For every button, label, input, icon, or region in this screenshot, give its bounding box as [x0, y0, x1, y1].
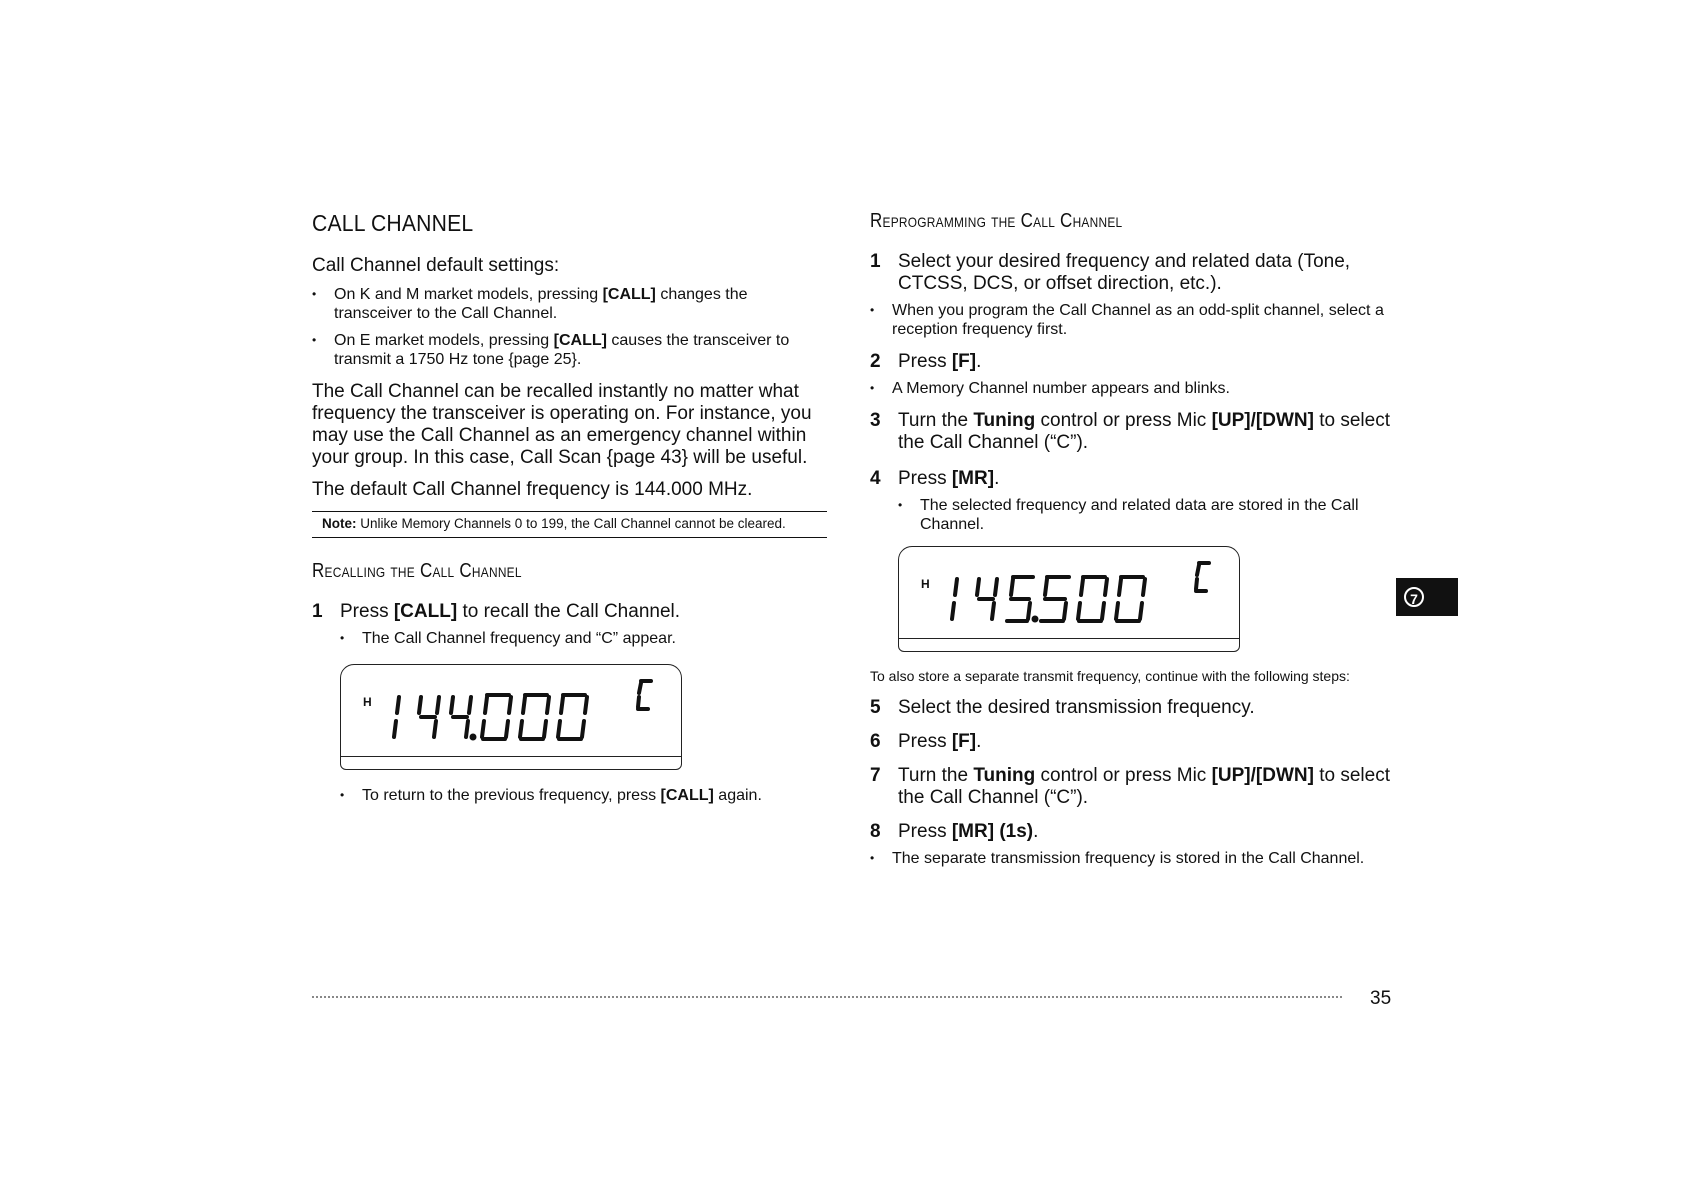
default-e: • On E market models, pressing [CALL] causes the transceiver to transmit a 1750 Hz tone {page 25}. [312, 331, 827, 369]
reprogram-step-8: 8 Press [MR] (1s). [870, 821, 1039, 842]
reprogram-step-1: 1 Select your desired frequency and related data (Tone, CTCSS, DCS, or offset direction, etc.). [870, 251, 1351, 294]
reprogram-step-2: 2 Press [F]. [870, 351, 982, 372]
reprogram-heading: Reprogramming the Call Channel [870, 210, 1123, 232]
lcd-h-indicator: H [921, 577, 930, 591]
reprogram-step-5: 5 Select the desired transmission frequency. [870, 697, 1255, 718]
reprogram-step-3: 3 Turn the Tuning control or press Mic [UP]/[DWN] to select the Call Channel (“C”). [870, 410, 1390, 453]
reprogram-step-7: 7 Turn the Tuning control or press Mic [UP]/[DWN] to select the Call Channel (“C”). [870, 765, 1390, 808]
recall-heading: Recalling the Call Channel [312, 560, 522, 582]
chapter-tab [1396, 578, 1458, 616]
right-column [870, 210, 1400, 880]
lcd-c-indicator [635, 677, 655, 713]
intro-paragraph: The Call Channel can be recalled instantly no matter what frequency the transceiver is operating on. For instance, you may use the Call Channel as an emergency channel within your group. In this case, Call Scan {page 43} will be useful. [312, 381, 812, 468]
step-1-bullet: • When you program the Call Channel as an odd-split channel, select a reception frequency first. [870, 301, 1400, 339]
lcd-frequency-145500 [949, 569, 1159, 629]
lcd-c-indicator [1193, 559, 1213, 595]
default-frequency-paragraph: The default Call Channel frequency is 144.000 MHz. [312, 479, 753, 500]
lcd-display-145 [898, 546, 1240, 652]
footer-rule [312, 996, 1342, 998]
chapter-number: 7 [1404, 587, 1424, 607]
defaults-lead: Call Channel default settings: [312, 255, 560, 276]
step-2-bullet: • A Memory Channel number appears and blinks. [870, 379, 1400, 398]
step-8-bullet: • The separate transmission frequency is stored in the Call Channel. [870, 849, 1400, 868]
lcd-display-144 [340, 664, 682, 770]
page-number: 35 [1370, 988, 1392, 1009]
recall-bullet-return: • To return to the previous frequency, press [CALL] again. [340, 786, 827, 805]
also-store-text: To also store a separate transmit frequency, continue with the following steps: [870, 668, 1350, 684]
left-column [312, 210, 827, 817]
reprogram-step-6: 6 Press [F]. [870, 731, 982, 752]
default-k-m: • On K and M market models, pressing [CALL] changes the transceiver to the Call Channel. [312, 285, 827, 323]
defaults-list [312, 285, 827, 369]
recall-step-1: 1 Press [CALL] to recall the Call Channel. [312, 601, 681, 622]
step-4-bullet: • The selected frequency and related data are stored in the Call Channel. [898, 496, 1400, 534]
lcd-h-indicator: H [363, 695, 372, 709]
section-title: CALL CHANNEL [312, 210, 474, 236]
reprogram-step-4: 4 Press [MR]. [870, 468, 1000, 489]
lcd-frequency-144000 [391, 687, 601, 747]
note-box: Note: Unlike Memory Channels 0 to 199, the Call Channel cannot be cleared. [312, 511, 827, 538]
recall-bullet-appear: • The Call Channel frequency and “C” appear. [340, 629, 827, 648]
